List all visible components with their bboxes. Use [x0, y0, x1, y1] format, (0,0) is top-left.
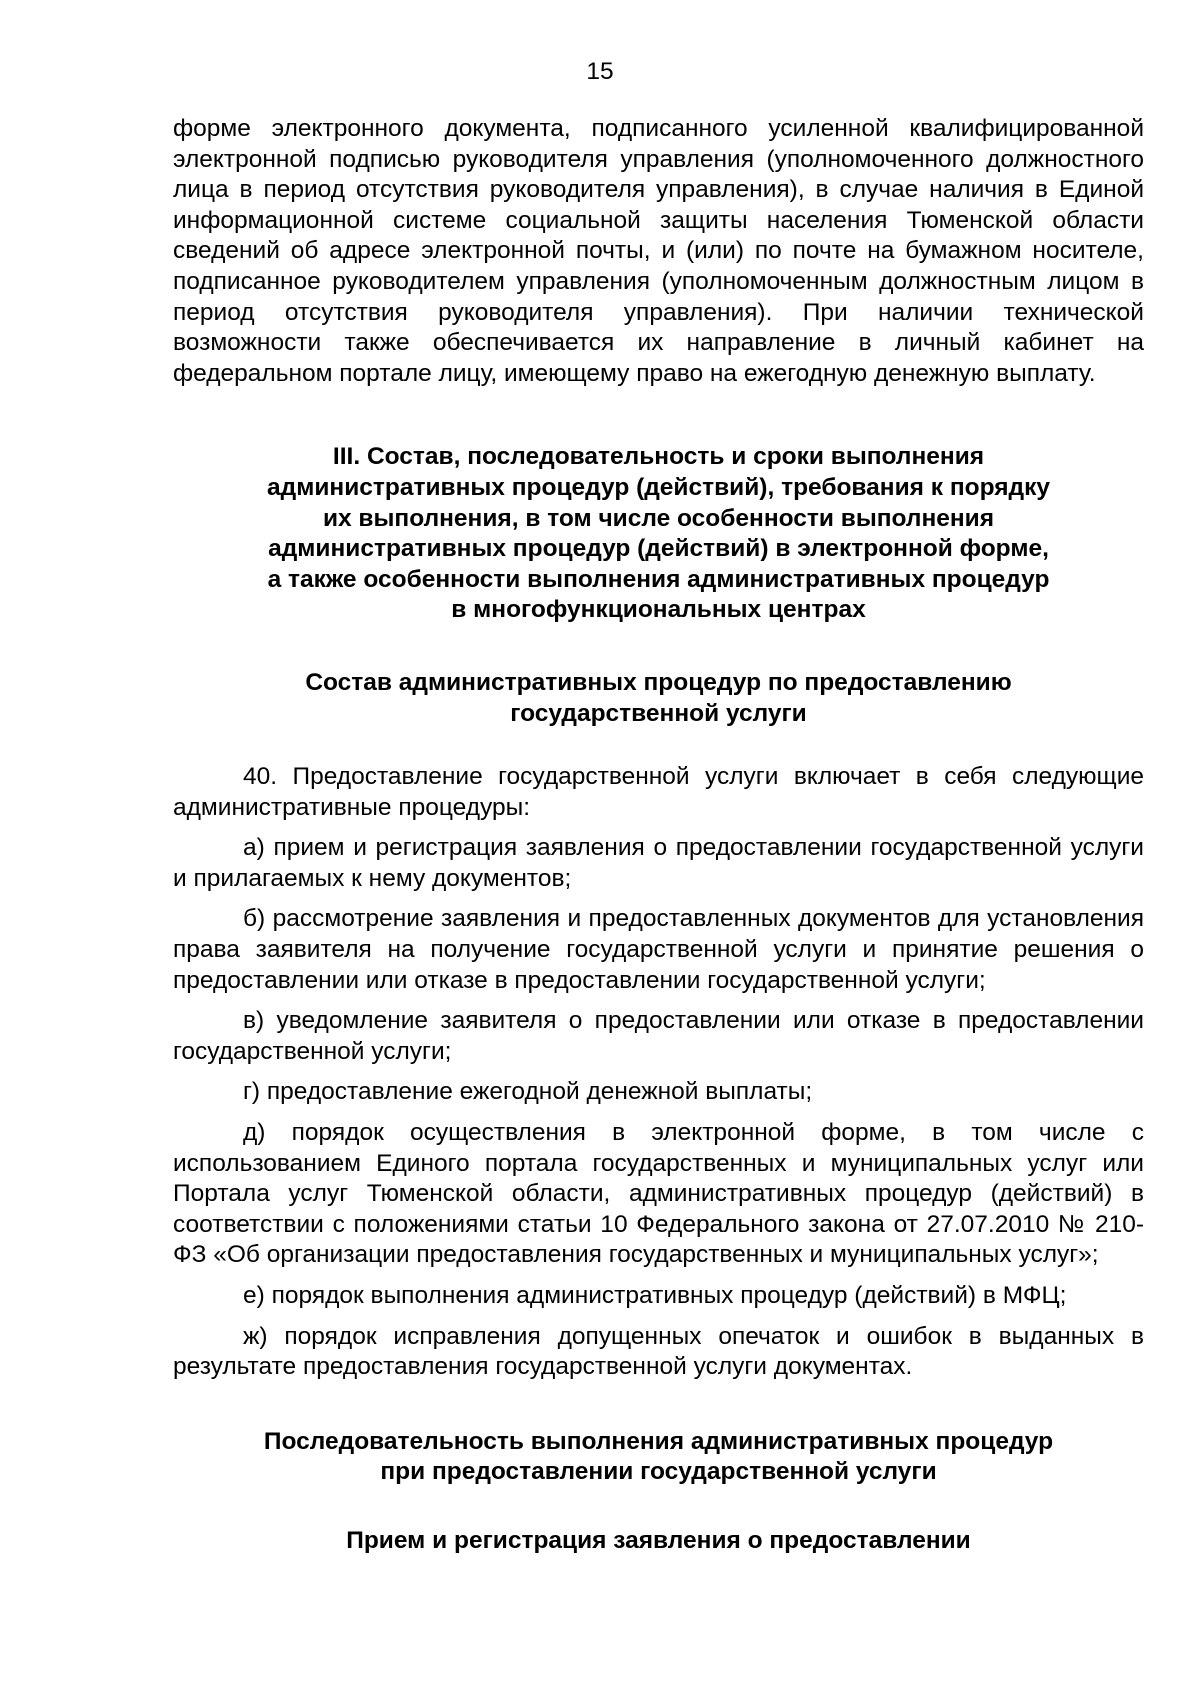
sequence-heading: [173, 1427, 1144, 1488]
list-item-zh: ж) порядок исправления допущенных опечаток и ошибок в выданных в результате предоставления государственной услуги документах.: [173, 1322, 1144, 1381]
chapter-heading-line: III. Состав, последовательность и сроки выполнения: [332, 443, 985, 471]
section-heading-line: Состав административных процедур по предоставлению: [305, 668, 1012, 696]
subsection-heading: Прием и регистрация заявления о предоставлении: [346, 1526, 971, 1554]
page-number: 15: [586, 58, 614, 85]
sequence-heading-line: Последовательность выполнения административных процедур: [263, 1427, 1054, 1455]
chapter-heading: [173, 442, 1144, 626]
chapter-heading-line: в многофункциональных центрах: [451, 596, 866, 624]
paragraph-40: 40. Предоставление государственной услуги включает в себя следующие административные процедуры:: [173, 763, 1144, 821]
page-body: [173, 114, 1144, 1557]
list-item-v: в) уведомление заявителя о предоставлении или отказе в предоставлении государственной услуги;: [173, 1007, 1144, 1065]
section-heading-line: государственной услуги: [510, 699, 807, 727]
chapter-heading-line: административных процедур (действий) в электронной форме,: [268, 535, 1049, 563]
list-item-g: г) предоставление ежегодной денежной выплаты;: [243, 1078, 813, 1106]
section-heading: [173, 668, 1144, 729]
list-item-b: б) рассмотрение заявления и предоставленных документов для установления права заявителя на получение государственной услуги и принятие решения о предоставлении или отказе в предоставлении государственной услуги;: [173, 905, 1144, 994]
sequence-heading-line: при предоставлении государственной услуги: [380, 1458, 937, 1486]
list-item-a: а) прием и регистрация заявления о предоставлении государственной услуги и прилагаемых к нему документов;: [173, 834, 1144, 892]
chapter-heading-line: административных процедур (действий), требования к порядку: [267, 473, 1050, 501]
chapter-heading-line: их выполнения, в том числе особенности выполнения: [322, 504, 995, 532]
chapter-heading-line: а также особенности выполнения административных процедур: [267, 565, 1050, 593]
intro-paragraph: форме электронного документа, подписанного усиленной квалифицированной электронной подписью руководителя управления (уполномоченного должностного лица в период отсутствия руководителя управления), в случае наличия в Единой информационной системе социальной защиты населения Тюменской области сведений об адресе электронной почты, и (или) по почте на бумажном носителе, подписанное руководителем управления (уполномоченным должностным лицом в период отсутствия руководителя управления). При наличии технической возможности также обеспечивается их направление в личный кабинет на федеральном портале лицу, имеющему право на ежегодную денежную выплату.: [173, 115, 1144, 387]
list-item-e: е) порядок выполнения административных процедур (действий) в МФЦ;: [243, 1282, 1067, 1309]
list-item-d: д) порядок осуществления в электронной форме, в том числе с использованием Единого портала государственных и муниципальных услуг или Портала услуг Тюменской области, административных процедур (действий) в соответствии с положениями статьи 10 Федерального закона от 27.07.2010 № 210-ФЗ «Об организации предоставления государственных и муниципальных услуг»;: [173, 1119, 1144, 1269]
